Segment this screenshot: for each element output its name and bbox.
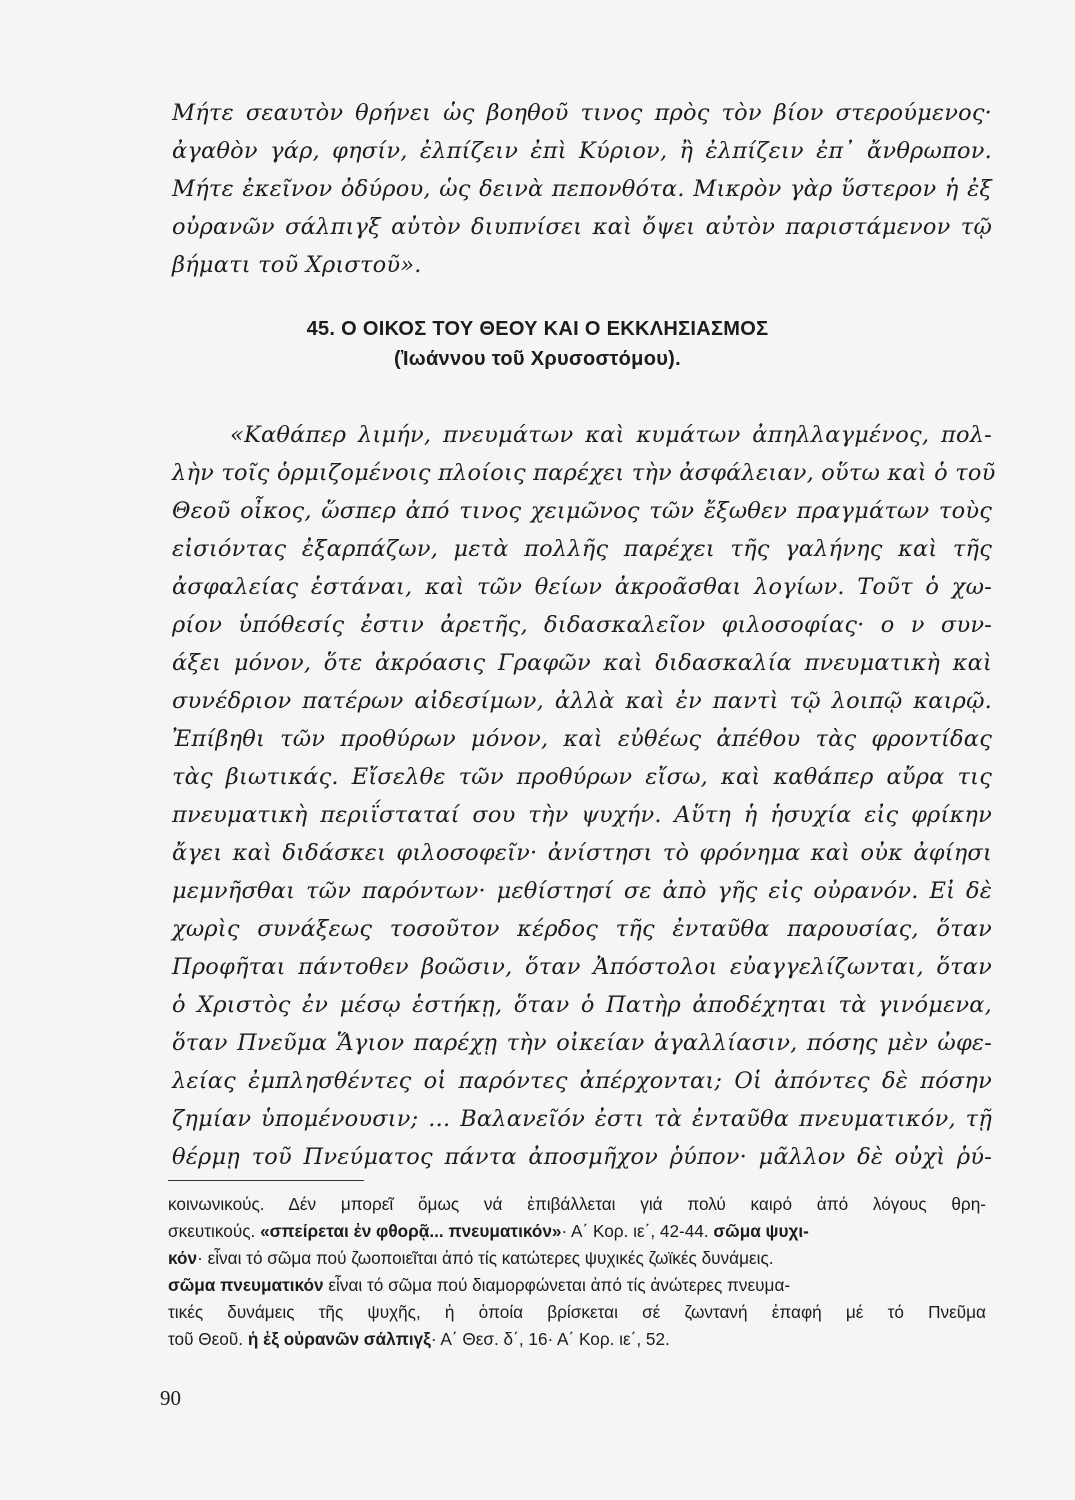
section-heading: 45. Ο ΟΙΚΟΣ ΤΟΥ ΘΕΟΥ ΚΑΙ Ο ΕΚΚΛΗΣΙΑΣΜΟΣ [306,318,769,340]
footnote-text: τοῦ Θεοῦ. [168,1329,244,1349]
body-line: Προφῆται πάντοθεν βοῶσιν, ὅταν Ἀπόστολοι εὐαγγελίζωνται, ὅταν [172,954,992,980]
footnote-line [168,1275,986,1296]
body-line: πνευματικὴ περιΐσταταί σου τὴν ψυχήν. Αὕτη ἡ ἡσυχία εἰς φρίκην [172,802,992,828]
page-number: 90 [160,1386,181,1410]
body-line: τὰς βιωτικάς. Εἴσελθε τῶν προθύρων εἴσω, καὶ καθάπερ αὔρα τις [172,764,992,790]
body-line: εἰσιόντας ἐξαρπάζων, μετὰ πολλῆς παρέχει τῆς γαλήνης καὶ τῆς [172,536,992,562]
intro-line: Μήτε ἐκεῖνον ὀδύρου, ὡς δεινὰ πεπονθότα. Μικρὸν γὰρ ὕστερον ἡ ἐξ [172,176,992,202]
footnote-term: κόν [168,1248,198,1268]
footnote-text: · Α΄ Θεσ. δ΄, 16· Α΄ Κορ. ιε΄, 52. [430,1329,670,1349]
footnote-text: · εἶναι τό σῶμα πού ζωοποιεῖται ἀπό τίς κατώτερες ψυχικές ζωϊκές δυνάμεις. [197,1248,774,1268]
footnote-term: σῶμα ψυχι- [713,1221,809,1241]
footnote-term: ἡ ἐξ οὐρανῶν σάλπιγξ [247,1329,431,1349]
intro-line: Μήτε σεαυτὸν θρήνει ὡς βοηθοῦ τινος πρὸς τὸν βίον στερούμενος· [172,100,992,126]
footnote-term: σῶμα πνευματικόν [168,1275,324,1295]
footnote-line [168,1248,986,1269]
body-line: λείας ἐμπλησθέντες οἱ παρόντες ἀπέρχονται; Οἱ ἀπόντες δὲ πόσην [172,1068,992,1094]
intro-line: ἀγαθὸν γάρ, φησίν, ἐλπίζειν ἐπὶ Κύριον, ἢ ἐλπίζειν ἐπ᾿ ἄνθρωπον. [172,138,992,164]
body-line: ὁ Χριστὸς ἐν μέσῳ ἑστήκῃ, ὅταν ὁ Πατὴρ ἀποδέχηται τὰ γινόμενα, [172,992,992,1018]
body-line: μεμνῆσθαι τῶν παρόντων· μεθίστησί σε ἀπὸ γῆς εἰς οὐρανόν. Εἰ δὲ [172,878,992,904]
intro-line: βήματι τοῦ Χριστοῦ». [172,252,422,278]
footnote-term: «σπείρεται ἐν φθορᾷ... πνευματικόν» [260,1221,562,1241]
footnote-separator [168,1180,364,1181]
body-line: ἄγει καὶ διδάσκει φιλοσοφεῖν· ἀνίστησι τὸ φρόνημα καὶ οὐκ ἀφίησι [172,840,992,866]
body-line: ρίον ὑπόθεσίς ἐστιν ἀρετῆς, διδασκαλεῖον φιλοσοφίας· ο ν συν- [172,612,992,638]
intro-line: οὐρανῶν σάλπιγξ αὐτὸν διυπνίσει καὶ ὄψει αὐτὸν παριστάμενον τῷ [172,214,992,240]
body-line: Ἐπίβηθι τῶν προθύρων μόνον, καὶ εὐθέως ἀπέθου τὰς φροντίδας [172,726,992,752]
footnote-line: κοινωνικούς. Δέν μπορεῖ ὅμως νά ἐπιβάλλεται γιά πολύ καιρό ἀπό λόγους θρη- [168,1194,986,1214]
footnote-line: τικές δυνάμεις τῆς ψυχῆς, ἡ ὁποία βρίσκεται σέ ζωντανή ἐπαφή μέ τό Πνεῦμα [168,1302,986,1322]
body-line: συνέδριον πατέρων αἰδεσίμων, ἀλλὰ καὶ ἐν παντὶ τῷ λοιπῷ καιρῷ. [172,688,992,714]
body-line: ἀσφαλείας ἑστάναι, καὶ τῶν θείων ἀκροᾶσθαι λογίων. Τοῦτ ὁ χω- [172,574,992,600]
body-line: ζημίαν ὑπομένουσιν; ... Βαλανεῖόν ἐστι τὰ ἐνταῦθα πνευματικόν, τῇ [172,1106,992,1132]
footnote-line [168,1329,986,1350]
footnote-text: εἶναι τό σῶμα πού διαμορφώνεται ἀπό τίς ἀνώτερες πνευμα- [323,1275,791,1295]
footnote-line [168,1221,986,1242]
body-line: άξει μόνον, ὅτε ἀκρόασις Γραφῶν καὶ διδασκαλία πνευματικὴ καὶ [172,650,992,676]
body-line: «Καθάπερ λιμήν, πνευμάτων καὶ κυμάτων ἀπηλλαγμένος, πολ- [230,422,992,448]
body-line: Θεοῦ οἶκος, ὥσπερ ἀπό τινος χειμῶνος τῶν ἔξωθεν πραγμάτων τοὺς [172,498,992,524]
body-line: θέρμῃ τοῦ Πνεύματος πάντα ἀποσμῆχον ῥύπον· μᾶλλον δὲ οὐχὶ ῥύ- [172,1144,992,1170]
body-line: λὴν τοῖς ὁρμιζομένοις πλοίοις παρέχει τὴν ἀσφάλειαν, οὕτω καὶ ὁ τοῦ [172,460,996,486]
body-line: ὅταν Πνεῦμα Ἅγιον παρέχῃ τὴν οἰκείαν ἀγαλλίασιν, πόσης μὲν ὠφε- [172,1030,992,1056]
section-subheading: (Ἰωάννου τοῦ Χρυσοστόμου). [394,348,681,370]
footnote-text: · Α΄ Κορ. ιε΄, 42-44. [561,1221,709,1241]
body-line: χωρὶς συνάξεως τοσοῦτον κέρδος τῆς ἐνταῦθα παρουσίας, ὅταν [172,916,992,942]
footnote-text: σκευτικούς. [168,1221,256,1241]
